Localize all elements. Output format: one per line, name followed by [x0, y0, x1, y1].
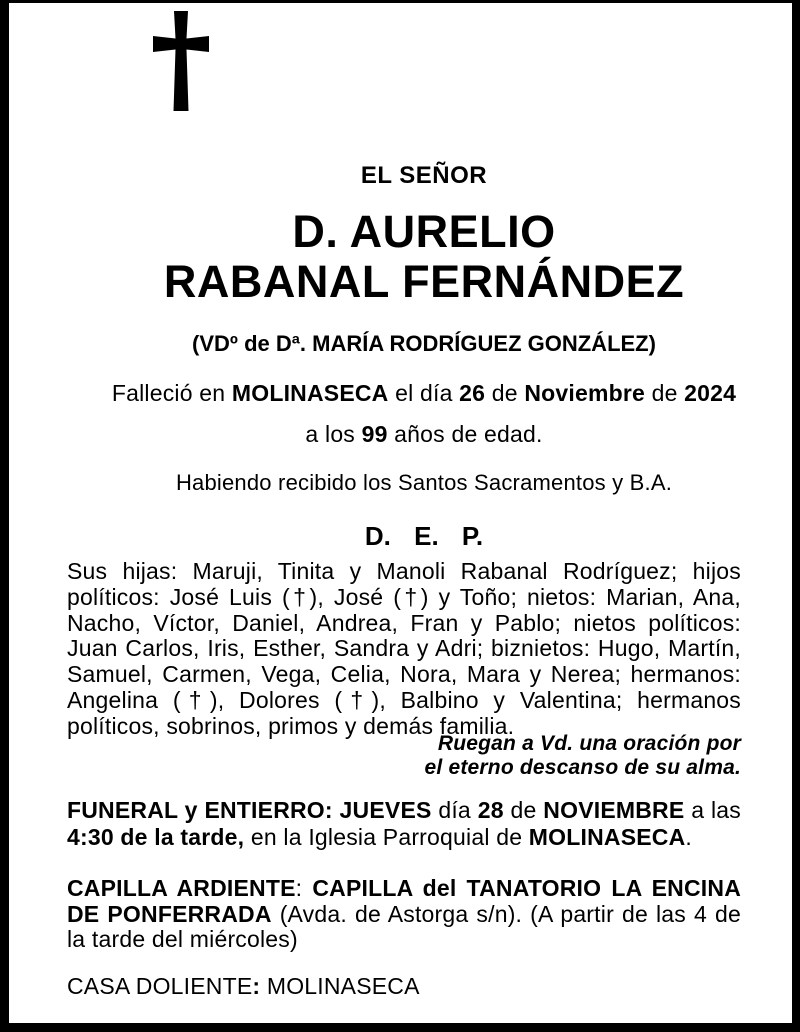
dep-abbreviation: D. E. P. — [364, 521, 484, 551]
deceased-name-line1: D. AURELIO — [292, 206, 556, 257]
deceased-name-line2: RABANAL FERNÁNDEZ — [163, 256, 685, 307]
latin-cross-icon — [153, 11, 209, 111]
pre-title: EL SEÑOR — [360, 162, 488, 189]
prayer-line2: el eterno descanso de su alma. — [424, 755, 741, 779]
prayer-request — [67, 732, 741, 779]
death-place-date: Falleció en MOLINASECA el día 26 de Noviembre de 2024 — [111, 380, 737, 406]
funeral-notice: FUNERAL y ENTIERRO: JUEVES día 28 de NOVIEMBRE a las 4:30 de la tarde, en la Iglesia Parroquial de MOLINASECA. — [67, 797, 741, 850]
death-age: a los 99 años de edad. — [305, 421, 543, 447]
deceased-name — [108, 207, 740, 307]
family-paragraph: Sus hijas: Maruji, Tinita y Manoli Rabanal Rodríguez; hijos políticos: José Luis (†), José (†) y Toño; nietos: Marian, Ana, Nacho, Víctor, Daniel, Andrea, Fran y Pablo; nietos políticos: Juan Carlos, Iris, Esther, Sandra y Adri; biznietos: Hugo, Martín, Samuel, Carmen, Vega, Celia, Nora, Mara y Nerea; hermanos: Angelina (†), Dolores (†), Balbino y Valentina; hermanos políticos, sobrinos, primos y demás familia. — [67, 558, 741, 739]
casa-doliente-notice: CASA DOLIENTE: MOLINASECA — [67, 973, 420, 999]
prayer-line1: Ruegan a Vd. una oración por — [437, 732, 741, 755]
capilla-ardiente-notice: CAPILLA ARDIENTE: CAPILLA del TANATORIO LA ENCINA DE PONFERRADA (Avda. de Astorga s/n). (A partir de las 4 de la tarde del miércoles) — [67, 875, 742, 952]
spouse-note: (VDº de Dª. MARÍA RODRÍGUEZ GONZÁLEZ) — [192, 331, 656, 356]
sacraments-line: Habiendo recibido los Santos Sacramentos y B.A. — [175, 470, 673, 495]
